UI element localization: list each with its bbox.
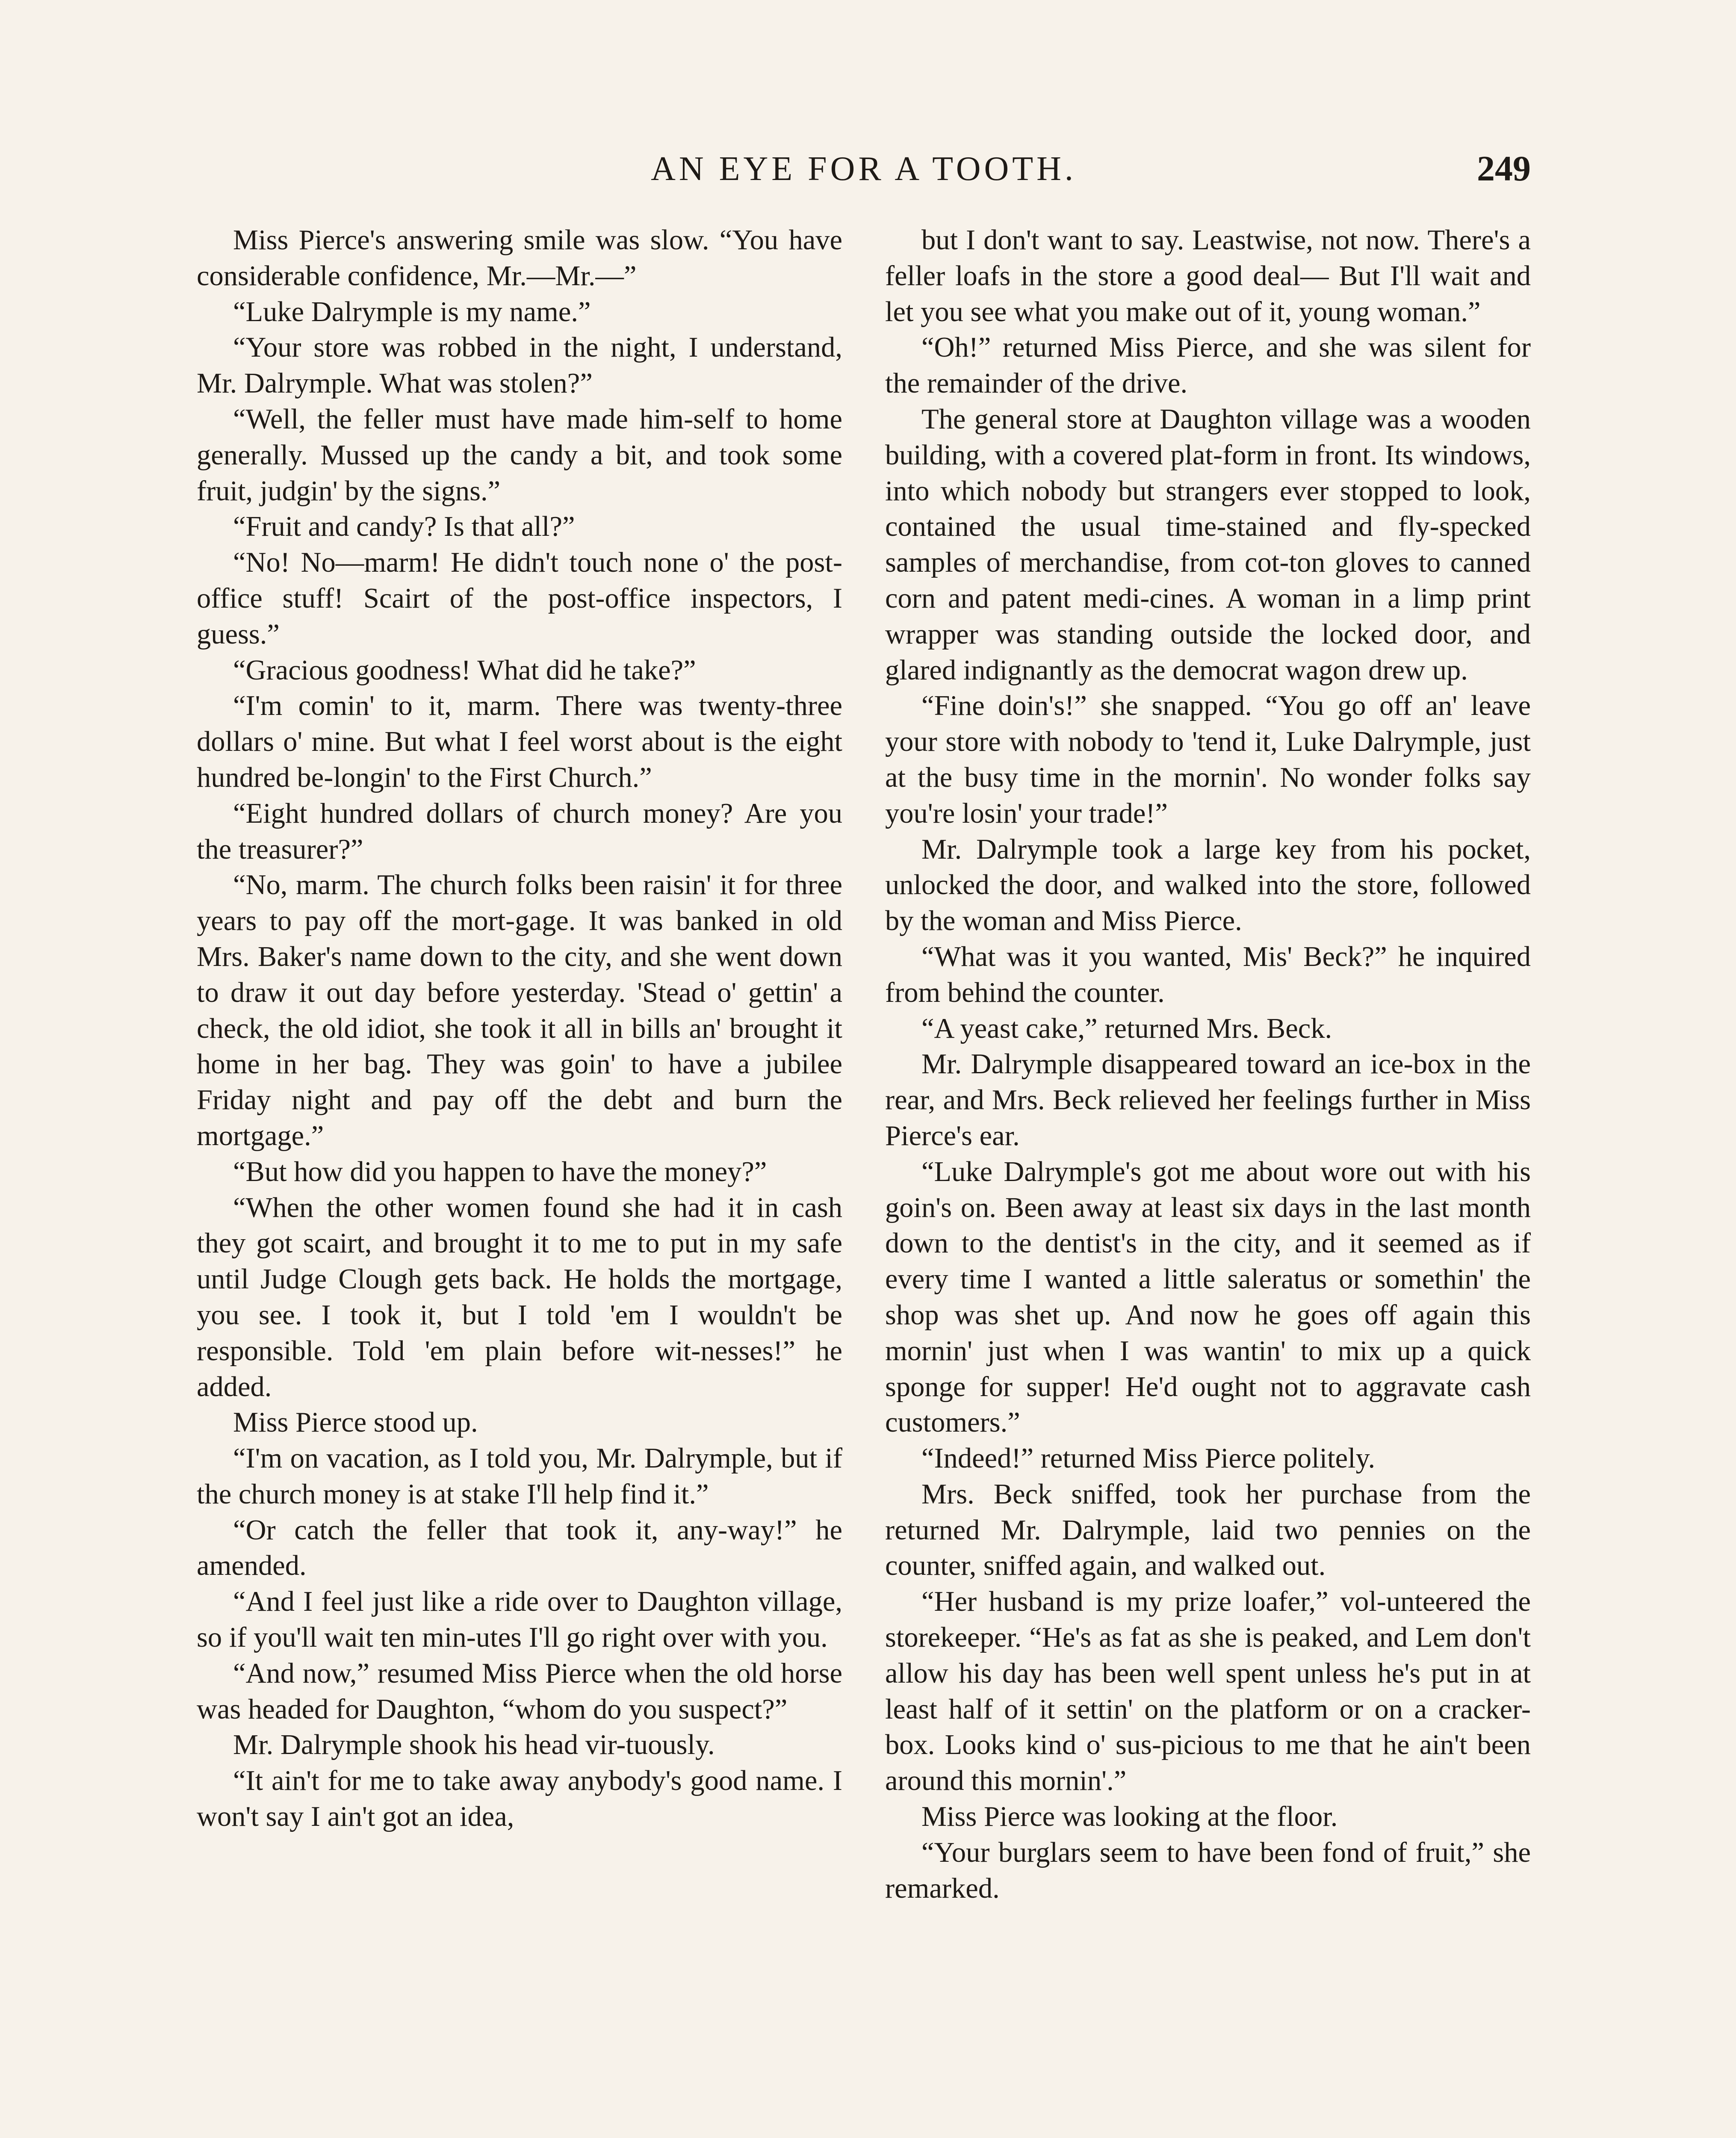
paragraph: “Indeed!” returned Miss Pierce politely. <box>921 1443 1376 1474</box>
paragraph: “I'm comin' to it, marm. There was twenty-three dollars o' mine. But what I feel worst about is the eight hundred be-longin' to the First Church.” <box>197 690 842 793</box>
paragraph: Mrs. Beck sniffed, took her purchase from the returned Mr. Dalrymple, laid two pennies on the counter, sniffed again, and walked out. <box>885 1478 1531 1582</box>
text-columns <box>197 222 1531 2138</box>
paragraph: Mr. Dalrymple disappeared toward an ice-box in the rear, and Mrs. Beck relieved her feelings further in Miss Pierce's ear. <box>885 1048 1531 1152</box>
paragraph: Mr. Dalrymple shook his head vir-tuously. <box>233 1729 715 1761</box>
paragraph: Miss Pierce stood up. <box>233 1407 478 1438</box>
paragraph: “Or catch the feller that took it, any-way!” he amended. <box>197 1514 842 1582</box>
paragraph: Mr. Dalrymple took a large key from his pocket, unlocked the door, and walked into the store, followed by the woman and Miss Pierce. <box>885 833 1531 937</box>
paragraph: “Her husband is my prize loafer,” vol-unteered the storekeeper. “He's as fat as she is peaked, and Lem don't allow his day has been well spent unless he's put in at least half of it settin' on the platform or on a cracker-box. Looks kind o' sus-picious to me that he ain't been around this mornin'.” <box>885 1586 1531 1797</box>
paragraph: “A yeast cake,” returned Mrs. Beck. <box>921 1013 1332 1044</box>
left-column <box>197 222 842 2138</box>
paragraph: “Oh!” returned Miss Pierce, and she was silent for the remainder of the drive. <box>885 332 1531 399</box>
paragraph: “Eight hundred dollars of church money? Are you the treasurer?” <box>197 797 842 865</box>
paragraph: “It ain't for me to take away anybody's good name. I won't say I ain't got an idea, <box>197 1765 842 1833</box>
paragraph: “But how did you happen to have the money?” <box>233 1156 767 1187</box>
paragraph: “Your store was robbed in the night, I understand, Mr. Dalrymple. What was stolen?” <box>197 332 842 399</box>
paragraph: “No! No—marm! He didn't touch none o' the post-office stuff! Scairt of the post-office inspectors, I guess.” <box>197 547 842 650</box>
paragraph: “Luke Dalrymple is my name.” <box>233 296 591 328</box>
paragraph: “Fine doin's!” she snapped. “You go off an' leave your store with nobody to 'tend it, Luke Dalrymple, just at the busy time in the mornin'. No wonder folks say you're losin' your trade!” <box>885 690 1531 829</box>
paragraph: “Luke Dalrymple's got me about wore out with his goin's on. Been away at least six days in the last month down to the dentist's in the city, and it seemed as if every time I wanted a little saleratus or somethin' the shop was shet up. And now he goes off again this mornin' just when I was wantin' to mix up a quick sponge for supper! He'd ought not to aggravate cash customers.” <box>885 1156 1531 1438</box>
paragraph: Miss Pierce's answering smile was slow. “You have considerable confidence, Mr.—Mr.—” <box>197 224 842 292</box>
paragraph: The general store at Daughton village was a wooden building, with a covered plat-form in front. Its windows, into which nobody but strangers ever stopped to look, contained the usual time-stained and fly-specked samples of merchandise, from cot-ton gloves to canned corn and patent medi-cines. A woman in a limp print wrapper was standing outside the locked door, and glared indignantly as the democrat wagon drew up. <box>885 403 1531 686</box>
paragraph: “When the other women found she had it in cash they got scairt, and brought it to me to put in my safe until Judge Clough gets back. He holds the mortgage, you see. I took it, but I told 'em I wouldn't be responsible. Told 'em plain before wit-nesses!” he added. <box>197 1192 842 1403</box>
paragraph: “No, marm. The church folks been raisin' it for three years to pay off the mort-gage. It was banked in old Mrs. Baker's name down to the city, and she went down to draw it out day before yesterday. 'Stead o' gettin' a check, the old idiot, she took it all in bills an' brought it home in her bag. They was goin' to have a jubilee Friday night and pay off the debt and burn the mortgage.” <box>197 869 842 1152</box>
page-number: 249 <box>1477 149 1531 189</box>
page-header <box>197 145 1531 192</box>
paragraph: “Fruit and candy? Is that all?” <box>233 511 575 543</box>
paragraph: but I don't want to say. Leastwise, not now. There's a feller loafs in the store a good deal— But I'll wait and let you see what you make out of it, young woman.” <box>885 224 1531 328</box>
paragraph: “Your burglars seem to have been fond of fruit,” she remarked. <box>885 1837 1531 1904</box>
paragraph: “And I feel just like a ride over to Daughton village, so if you'll wait ten min-utes I'll go right over with you. <box>197 1586 842 1654</box>
paragraph: “I'm on vacation, as I told you, Mr. Dalrymple, but if the church money is at stake I'll help find it.” <box>197 1443 842 1510</box>
running-title: AN EYE FOR A TOOTH. <box>651 150 1077 188</box>
paragraph: “What was it you wanted, Mis' Beck?” he inquired from behind the counter. <box>885 941 1531 1008</box>
paragraph: “Gracious goodness! What did he take?” <box>233 654 696 686</box>
paragraph: “Well, the feller must have made him-self to home generally. Mussed up the candy a bit, and took some fruit, judgin' by the signs.” <box>197 403 842 507</box>
paragraph: Miss Pierce was looking at the floor. <box>921 1801 1338 1833</box>
right-column <box>885 222 1531 2138</box>
paragraph: “And now,” resumed Miss Pierce when the old horse was headed for Daughton, “whom do you suspect?” <box>197 1657 842 1725</box>
